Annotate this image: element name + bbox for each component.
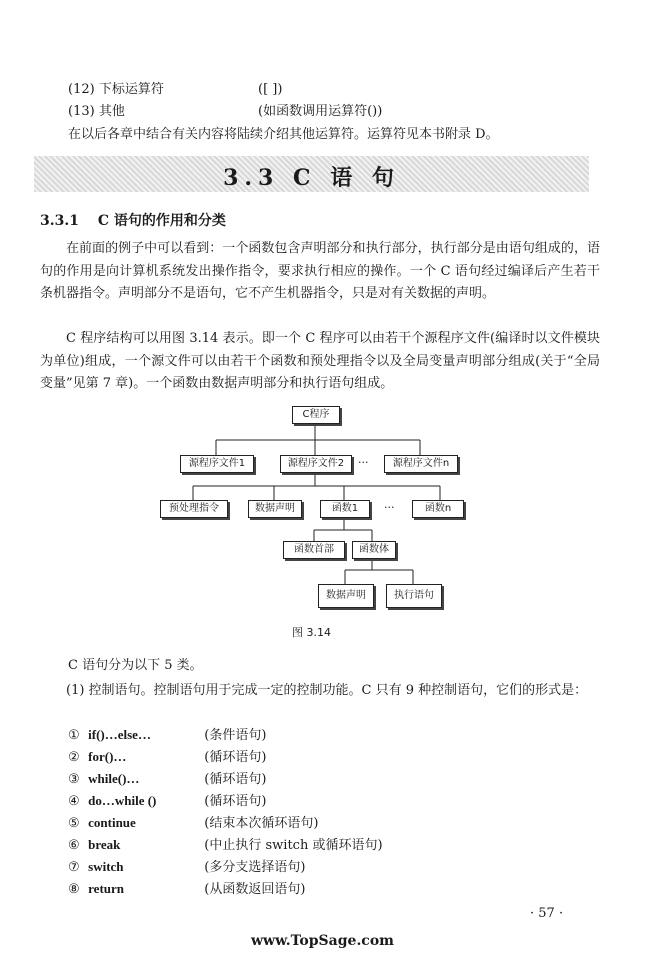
diagram-node-function-body: 函数体 [352,541,396,559]
diagram-node-function-1: 函数1 [320,500,370,518]
list-item-keyword: while()… [88,771,140,786]
list-item-description: (结束本次循环语句) [204,816,319,831]
list-item-description: (中止执行 switch 或循环语句) [204,838,383,853]
list-item-keyword: if()…else… [88,727,151,742]
list-item [68,724,266,746]
diagram-node-source-file-1: 源程序文件1 [180,455,254,473]
list-item-number: ⑤ [68,816,80,831]
list-item-number: ① [68,728,80,743]
paragraph-control-statements: (1) 控制语句。控制语句用于完成一定的控制功能。C 只有 9 种控制语句，它们的形式是： [66,683,588,698]
diagram-node-source-file-n: 源程序文件n [384,455,458,473]
paragraph-statement-role: 在前面的例子中可以看到：一个函数包含声明部分和执行部分，执行部分是由语句组成的，语句的作用是向计算机系统发出操作指令，要求执行相应的操作。一个 C 语句经过编译后产生若干条机器指令。声明部分不是语句，它不产生机器指令，只是对有关数据的声明。 [40,241,600,301]
list-item [68,834,383,856]
operator-label: (13) 其他 [68,104,125,119]
list-item-keyword: continue [88,815,136,830]
operator-symbol-12: ([ ]) [258,82,283,97]
list-item-description: (条件语句) [204,728,267,743]
page-number: · 57 · [530,906,564,921]
list-item-description: (从函数返回语句) [204,882,306,897]
figure-caption: 图 3.14 [292,626,331,639]
subsection-title: C 语句的作用和分类 [97,213,226,229]
diagram-node-function-n: 函数n [412,500,464,518]
classification-intro: C 语句分为以下 5 类。 [68,658,203,673]
list-item-description: (循环语句) [204,750,267,765]
diagram-ellipsis: ··· [358,456,369,469]
list-item-number: ⑦ [68,860,80,875]
list-item-keyword: do…while () [88,793,157,808]
list-item-number: ③ [68,772,80,787]
list-item-keyword: return [88,881,125,896]
list-item-keyword: for()… [88,749,127,764]
diagram-node-function-header: 函数首部 [283,541,345,559]
section-title-text: C 语 句 [293,165,400,191]
operator-label: (12) 下标运算符 [68,82,164,97]
diagram-node-source-file-2: 源程序文件2 [280,455,352,473]
footer-url: www.TopSage.com [251,933,394,949]
list-item-description: (循环语句) [204,772,267,787]
diagram-node-c-program: C程序 [292,406,340,424]
diagram-node-executable-statements: 执行语句 [386,584,442,608]
intro-note: 在以后各章中结合有关内容将陆续介绍其他运算符。运算符见本书附录 D。 [68,127,499,142]
list-item-description: (循环语句) [204,794,267,809]
list-item-number: ⑧ [68,882,80,897]
list-item [68,746,266,768]
operator-symbol-13: (如函数调用运算符()) [258,104,383,119]
list-item-keyword: break [88,837,121,852]
list-item [68,790,266,812]
list-item-number: ② [68,750,80,765]
list-item [68,856,305,878]
list-item-keyword: switch [88,859,124,874]
subsection-number: 3.3.1 [40,213,79,229]
list-item-number: ④ [68,794,80,809]
diagram-node-body-data-declaration: 数据声明 [318,584,374,608]
section-number: 3.3 [223,165,280,191]
list-item [68,878,305,900]
list-item [68,768,266,790]
list-item-number: ⑥ [68,838,80,853]
diagram-ellipsis: ··· [384,501,395,514]
paragraph-program-structure: C 程序结构可以用图 3.14 表示。即一个 C 程序可以由若干个源程序文件(编译时以文件模块为单位)组成，一个源文件可以由若干个函数和预处理指令以及全局变量声明部分组成(关于“全局变量”见第 7 章)。一个函数由数据声明部分和执行语句组成。 [40,331,600,391]
list-item-description: (多分支选择语句) [204,860,306,875]
list-item [68,812,318,834]
diagram-node-data-declaration: 数据声明 [248,500,302,518]
diagram-node-preprocessor: 预处理指令 [160,500,228,518]
